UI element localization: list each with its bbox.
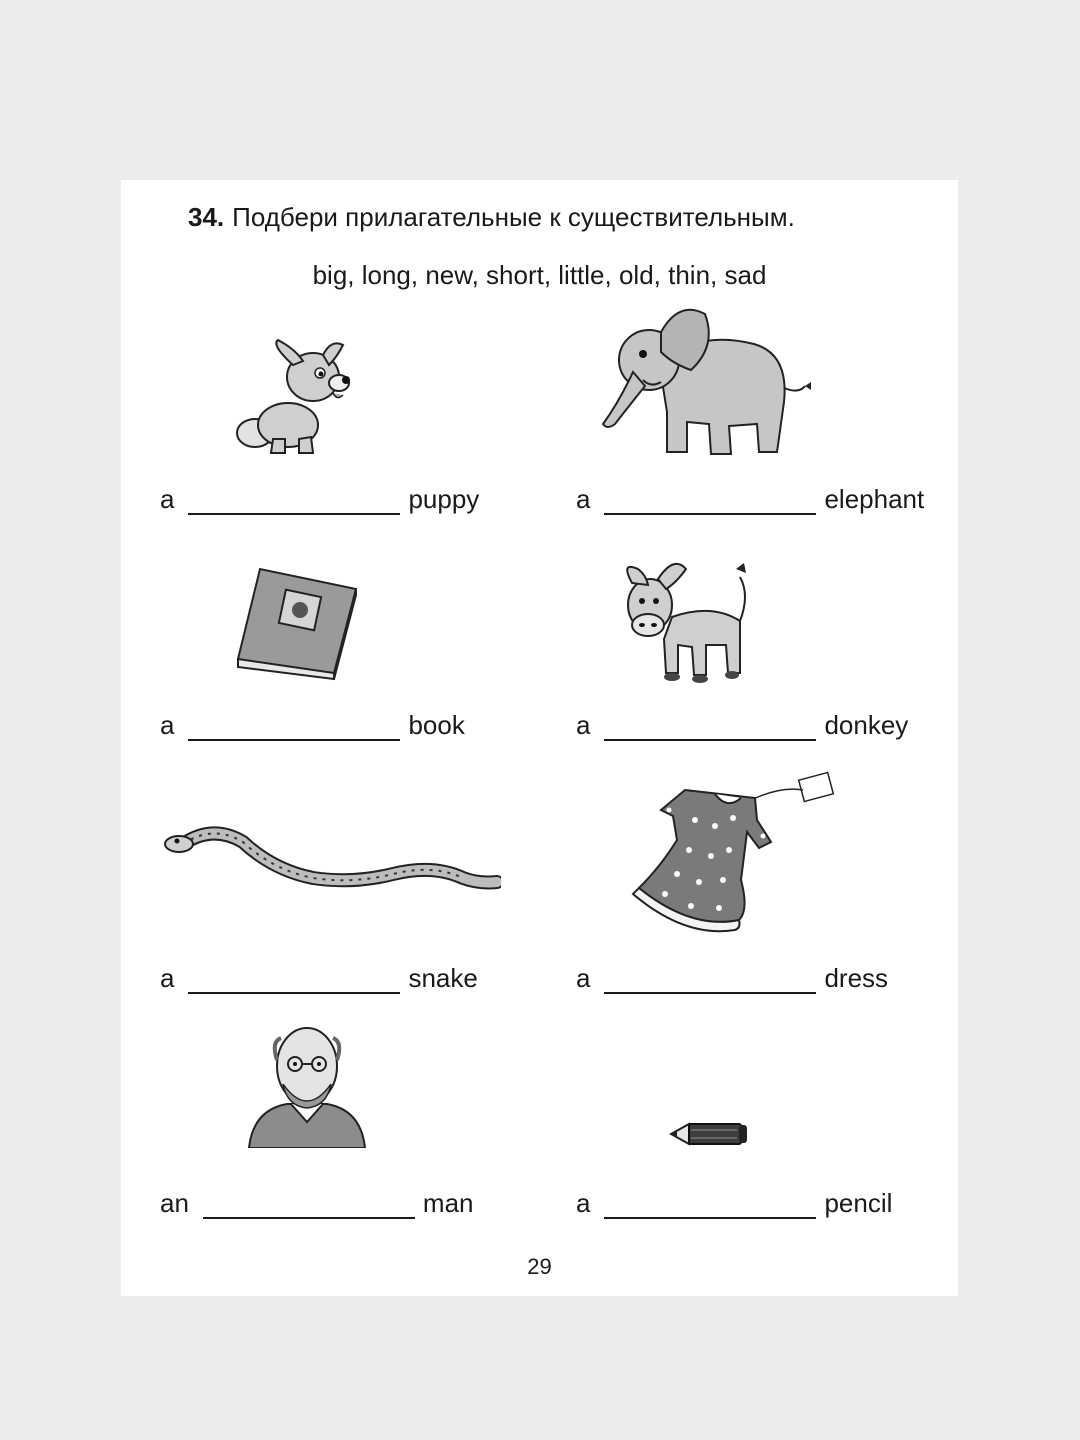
answer-blank[interactable] (188, 711, 400, 741)
answer-line-snake (160, 960, 478, 994)
answer-blank[interactable] (188, 964, 400, 994)
answer-line-dress (576, 960, 888, 994)
article: a (576, 963, 591, 993)
task-instruction: Подбери прилагательные к существительным. (232, 202, 795, 232)
answer-line-puppy (160, 481, 479, 515)
dress-icon (631, 770, 836, 938)
task-number: 34. (188, 202, 225, 232)
workbook-page (121, 180, 958, 1296)
answer-blank[interactable] (604, 964, 816, 994)
answer-line-donkey (576, 707, 908, 741)
noun: pencil (824, 1188, 893, 1218)
noun: snake (408, 963, 478, 993)
article: a (160, 710, 175, 740)
noun: dress (824, 963, 889, 993)
article: a (576, 1188, 591, 1218)
article: a (160, 484, 175, 514)
answer-line-pencil (576, 1185, 892, 1219)
noun: puppy (408, 484, 480, 514)
snake-icon (163, 820, 501, 896)
article: an (160, 1188, 189, 1218)
noun: elephant (824, 484, 925, 514)
article: a (576, 484, 591, 514)
answer-line-book (160, 707, 465, 741)
answer-blank[interactable] (203, 1189, 415, 1219)
noun: donkey (824, 710, 909, 740)
book-icon (234, 565, 362, 681)
noun: man (422, 1188, 474, 1218)
answer-blank[interactable] (604, 485, 816, 515)
puppy-icon (233, 335, 353, 457)
old-man-icon (247, 1022, 367, 1148)
article: a (576, 710, 591, 740)
answer-blank[interactable] (604, 711, 816, 741)
answer-blank[interactable] (188, 485, 400, 515)
answer-line-man (160, 1185, 474, 1219)
pencil-icon (669, 1118, 749, 1150)
donkey-icon (622, 555, 760, 695)
noun: book (408, 710, 465, 740)
word-bank: big, long, new, short, little, old, thin, sad (312, 260, 767, 290)
elephant-icon (599, 302, 817, 464)
answer-line-elephant (576, 481, 924, 515)
article: a (160, 963, 175, 993)
answer-blank[interactable] (604, 1189, 816, 1219)
task-heading (188, 202, 795, 233)
page-number: 29 (527, 1254, 552, 1279)
